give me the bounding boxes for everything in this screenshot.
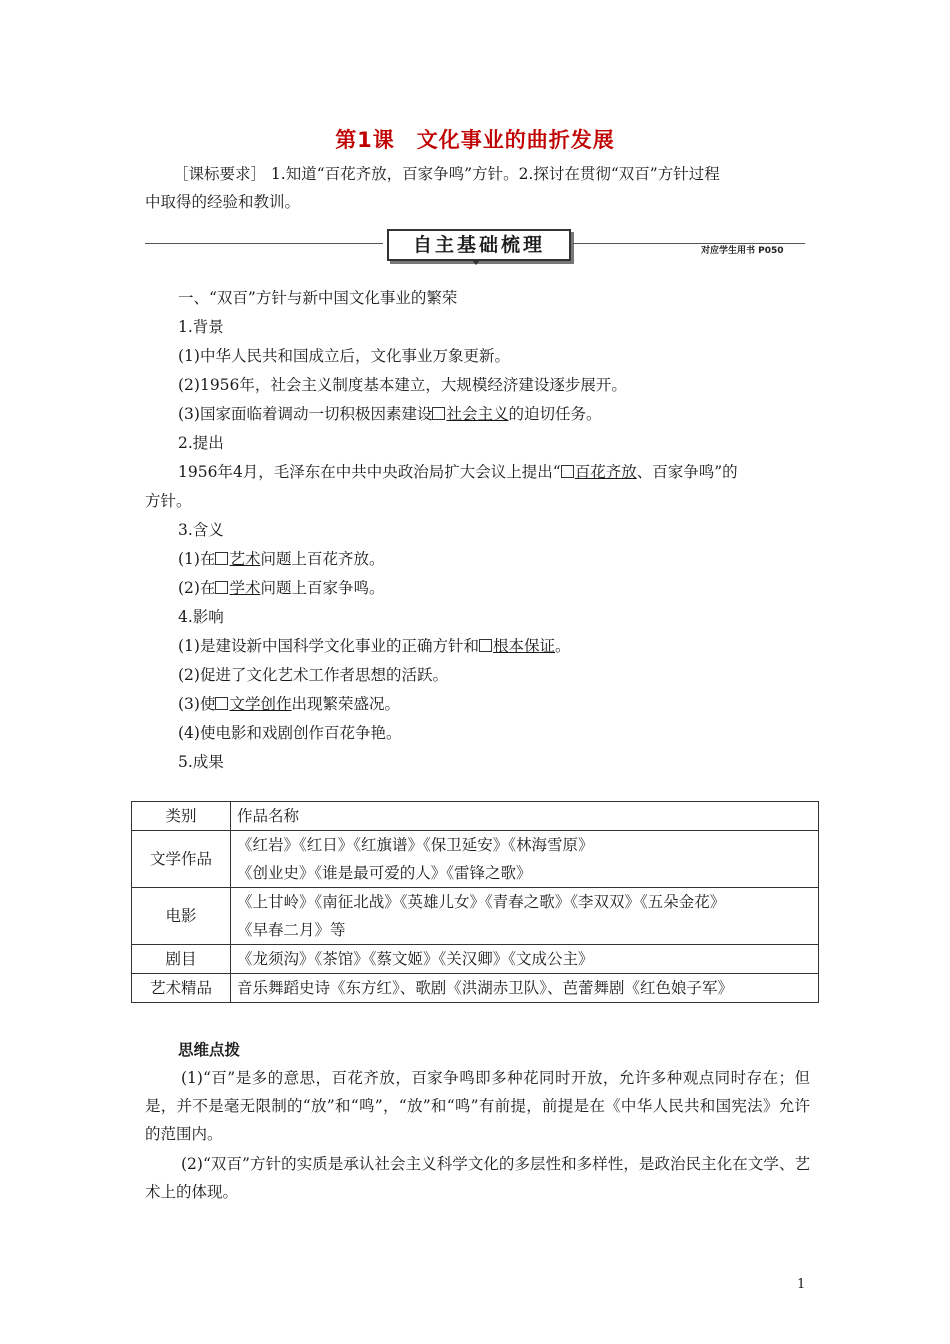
checkbox-square-icon (432, 407, 445, 420)
meaning-item-1 (178, 547, 385, 569)
table-works-cell: 《龙须沟》《茶馆》《蔡文姬》《关汉卿》《文成公主》 (231, 945, 819, 974)
table-row (132, 888, 819, 945)
section-heading: 一、“双百”方针与新中国文化事业的繁荣 (178, 289, 458, 307)
text-segment: (2)在 (178, 579, 216, 597)
checkbox-square-icon (561, 465, 574, 478)
answer-blank: 百花齐放 (574, 463, 637, 481)
table-category-cell: 艺术精品 (132, 974, 231, 1003)
table-category-cell: 电影 (132, 888, 231, 945)
table-header-row (132, 802, 819, 831)
table-row (132, 945, 819, 974)
table-works-cell (231, 888, 819, 945)
background-heading: 1.背景 (178, 318, 224, 336)
answer-blank: 根本保证 (492, 637, 555, 655)
thinking-paragraph-1: (1)“百”是多的意思，百花齐放，百家争鸣即多种花同时开放，允许多种观点同时存在；但是，并不是毫无限制的“放”和“鸣”，“放”和“鸣”有前提，前提是在《中华人民共和国宪法》允许的范围内。 (145, 1069, 810, 1143)
text-segment: (1)是建设新中国科学文化事业的正确方针和 (178, 637, 479, 655)
text-segment: (3)使 (178, 695, 216, 713)
results-table (131, 801, 819, 1003)
banner-label: 自主基础梳理 (387, 229, 571, 261)
answer-blank: 社会主义 (446, 405, 509, 423)
raise-text-line-1 (178, 460, 738, 482)
text-segment: (1)在 (178, 550, 216, 568)
background-item-2: (2)1956年，社会主义制度基本建立，大规模经济建设逐步展开。 (178, 376, 627, 394)
curriculum-requirement (145, 160, 815, 216)
table-row (132, 831, 819, 888)
text-segment: 问题上百花齐放。 (260, 550, 385, 568)
text-segment: 的迫切任务。 (508, 405, 602, 423)
thinking-paragraph-2: (2)“双百”方针的实质是承认社会主义科学文化的多层性和多样性，是政治民主化在文学、艺术上的体现。 (145, 1155, 810, 1201)
background-item-3 (178, 402, 602, 424)
impact-item-3 (178, 692, 400, 714)
text-segment: 。 (554, 637, 571, 655)
works-line: 《创业史》《谁是最可爱的人》《雷锋之歌》 (237, 864, 532, 882)
banner-book-reference: 对应学生用书 P050 (701, 246, 784, 256)
impact-heading: 4.影响 (178, 608, 224, 626)
banner-rule-left (145, 243, 383, 244)
table-header-cell: 类别 (132, 802, 231, 831)
text-segment: 出现繁荣盛况。 (291, 695, 400, 713)
meaning-item-2 (178, 576, 385, 598)
table-row (132, 974, 819, 1003)
text-segment: (3)国家面临着调动一切积极因素建设 (178, 405, 433, 423)
answer-blank: 艺术 (229, 550, 261, 568)
text-segment: 、百家争鸣”的 (636, 463, 738, 481)
section-banner (145, 228, 805, 260)
thinking-title: 思维点拨 (178, 1041, 241, 1059)
answer-blank: 文学创作 (229, 695, 292, 713)
works-line: 《早春二月》等 (237, 921, 346, 939)
text-segment: 1956年4月，毛泽东在中共中央政治局扩大会议上提出“ (178, 463, 561, 481)
raise-text-line-2: 方针。 (145, 492, 192, 510)
table-works-cell (231, 831, 819, 888)
checkbox-square-icon (215, 581, 228, 594)
checkbox-square-icon (479, 639, 492, 652)
raise-heading: 2.提出 (178, 434, 224, 452)
table-header-cell: 作品名称 (231, 802, 819, 831)
table-works-cell: 音乐舞蹈史诗《东方红》、歌剧《洪湖赤卫队》、芭蕾舞剧《红色娘子军》 (231, 974, 819, 1003)
page-number: 1 (797, 1277, 806, 1292)
result-heading: 5.成果 (178, 753, 224, 771)
answer-blank: 学术 (229, 579, 261, 597)
impact-item-4: (4)使电影和戏剧创作百花争艳。 (178, 724, 402, 742)
requirement-line-1: ［课标要求］ 1.知道“百花齐放，百家争鸣”方针。2.探讨在贯彻“双百”方针过程 (173, 165, 720, 183)
checkbox-square-icon (215, 697, 228, 710)
works-line: 《上甘岭》《南征北战》《英雄儿女》《青春之歌》《李双双》《五朵金花》 (237, 893, 726, 911)
text-segment: 问题上百家争鸣。 (260, 579, 385, 597)
meaning-heading: 3.含义 (178, 521, 224, 539)
banner-pointer-icon (471, 259, 481, 265)
background-item-1: (1)中华人民共和国成立后，文化事业万象更新。 (178, 347, 510, 365)
works-line: 《红岩》《红日》《红旗谱》《保卫延安》《林海雪原》 (237, 836, 594, 854)
table-category-cell: 剧目 (132, 945, 231, 974)
table-category-cell: 文学作品 (132, 831, 231, 888)
checkbox-square-icon (215, 552, 228, 565)
impact-item-1 (178, 634, 571, 656)
impact-item-2: (2)促进了文化艺术工作者思想的活跃。 (178, 666, 448, 684)
requirement-line-2: 中取得的经验和教训。 (145, 193, 301, 211)
page-title: 第1课 文化事业的曲折发展 (335, 128, 615, 152)
